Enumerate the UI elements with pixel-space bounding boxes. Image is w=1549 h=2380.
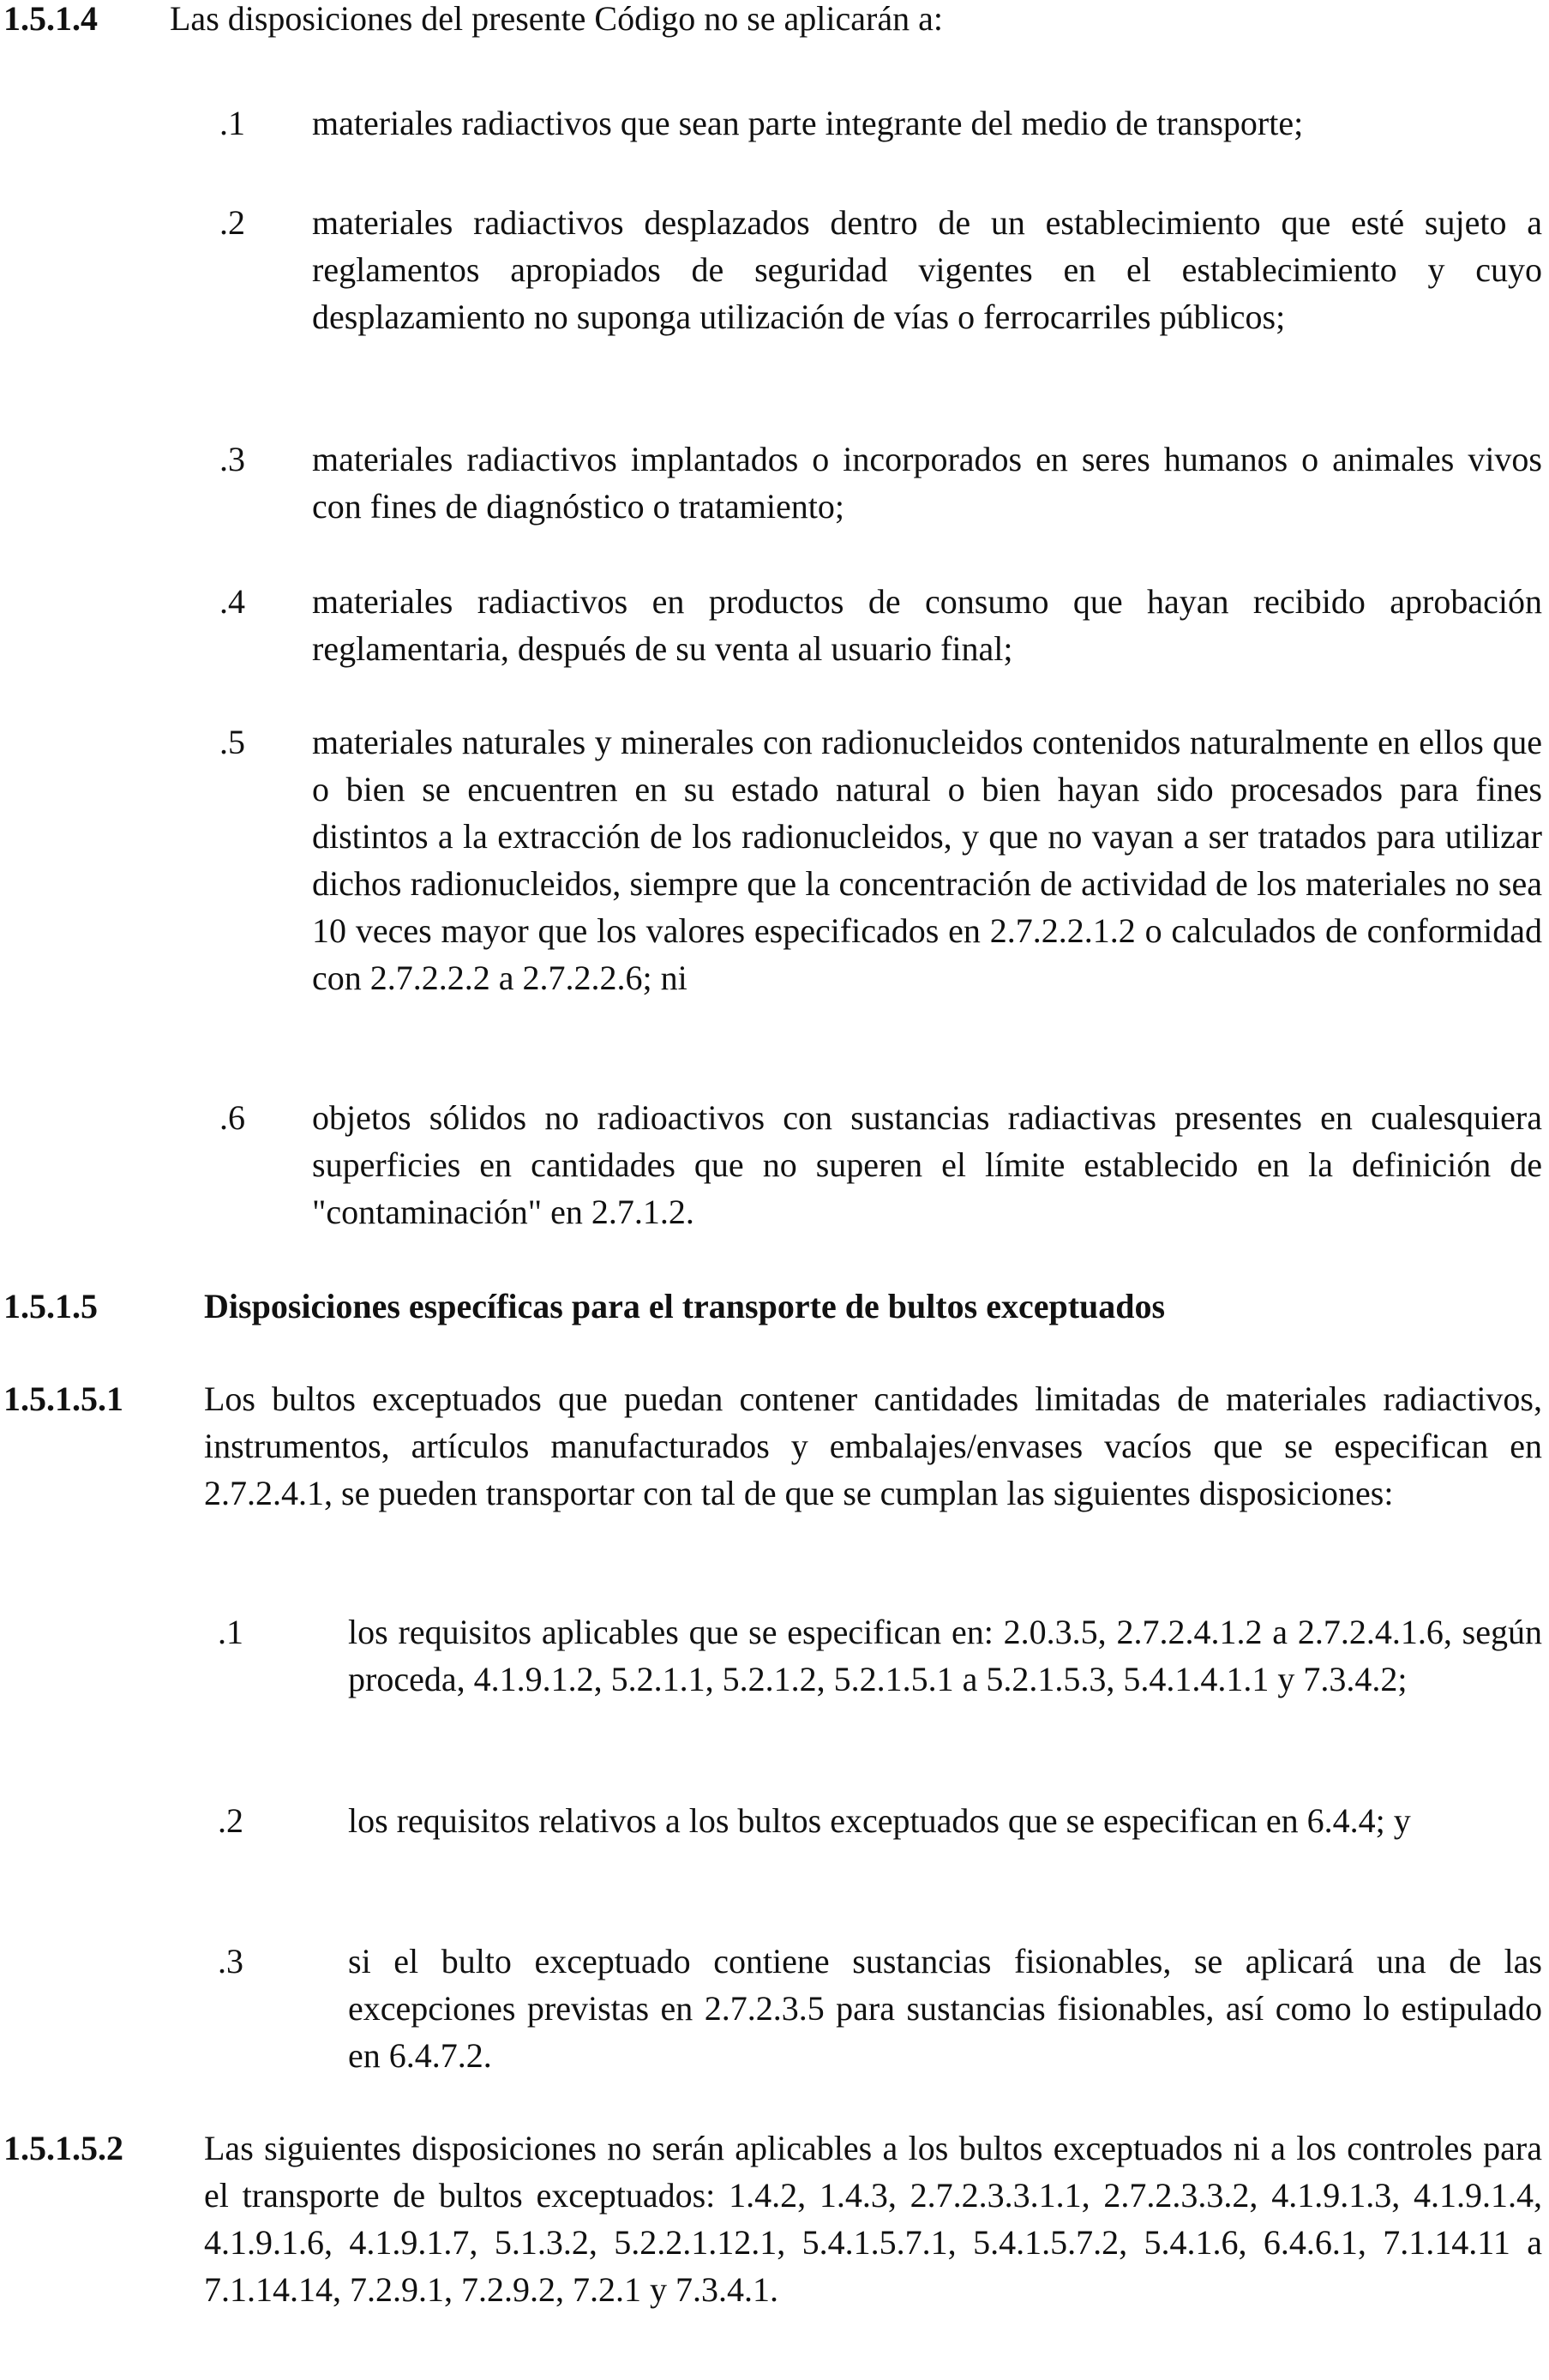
list-item-text: objetos sólidos no radioactivos con sustancias radiactivas presentes en cualesquiera superficies en cantidades que no superen el límite establecido en la definición de "contaminación" en 2.7.1.2. (312, 1098, 1542, 1231)
list-label: .6 (219, 1098, 245, 1137)
section-intro-1-5-1-4: Las disposiciones del presente Código no se aplicarán a: (170, 0, 943, 38)
list-label: .4 (219, 582, 245, 621)
list-label: .1 (218, 1613, 243, 1651)
section-title-1-5-1-5: Disposiciones específicas para el transporte de bultos exceptuados (204, 1287, 1166, 1325)
list-item-text: materiales radiactivos desplazados dentro de un establecimiento que esté sujeto a reglamentos apropiados de seguridad vigentes en el establecimiento y cuyo desplazamiento no suponga utilización de vías o ferrocarriles públicos; (312, 203, 1542, 336)
list-item-text: materiales radiactivos que sean parte integrante del medio de transporte; (312, 104, 1304, 142)
list-label: .3 (219, 440, 245, 478)
section-number-1-5-1-5-1: 1.5.1.5.1 (3, 1379, 123, 1418)
list-item-text: los requisitos relativos a los bultos exceptuados que se especifican en 6.4.4; y (348, 1801, 1411, 1840)
list-label: .5 (219, 723, 245, 761)
list-item-text: los requisitos aplicables que se especifican en: 2.0.3.5, 2.7.2.4.1.2 a 2.7.2.4.1.6, según proceda, 4.1.9.1.2, 5.2.1.1, 5.2.1.2, 5.2.1.5.1 a 5.2.1.5.3, 5.4.1.4.1.1 y 7.3.4.2; (348, 1613, 1542, 1698)
section-body-1-5-1-5-1: Los bultos exceptuados que puedan contener cantidades limitadas de materiales radiactivos, instrumentos, artículos manufacturados y embalajes/envases vacíos que se especifican en 2.7.2.4.1, se pueden transportar con tal de que se cumplan las siguientes disposiciones: (204, 1379, 1542, 1512)
list-label: .2 (219, 203, 245, 242)
section-number-1-5-1-4: 1.5.1.4 (3, 0, 98, 38)
section-number-1-5-1-5-2: 1.5.1.5.2 (3, 2129, 123, 2167)
section-number-1-5-1-5: 1.5.1.5 (3, 1287, 98, 1325)
list-item-text: si el bulto exceptuado contiene sustancias fisionables, se aplicará una de las excepciones previstas en 2.7.2.3.5 para sustancias fisionables, así como lo estipulado en 6.4.7.2. (348, 1942, 1542, 2075)
list-label: .2 (218, 1801, 243, 1840)
list-item-text: materiales naturales y minerales con radionucleidos contenidos naturalmente en ellos que o bien se encuentren en su estado natural o bien hayan sido procesados para fines distintos a la extracción de los radionucleidos, y que no vayan a ser tratados para utilizar dichos radionucleidos, siempre que la concentración de actividad de los materiales no sea 10 veces mayor que los valores especificados en 2.7.2.2.1.2 o calculados de conformidad con 2.7.2.2.2 a 2.7.2.2.6; ni (312, 723, 1542, 997)
list-item-text: materiales radiactivos implantados o incorporados en seres humanos o animales vivos con fines de diagnóstico o tratamiento; (312, 440, 1542, 526)
list-label: .3 (218, 1942, 243, 1980)
list-item-text: materiales radiactivos en productos de consumo que hayan recibido aprobación reglamentaria, después de su venta al usuario final; (312, 582, 1542, 668)
section-body-1-5-1-5-2: Las siguientes disposiciones no serán aplicables a los bultos exceptuados ni a los controles para el transporte de bultos exceptuados: 1.4.2, 1.4.3, 2.7.2.3.3.1.1, 2.7.2.3.3.2, 4.1.9.1.3, 4.1.9.1.4, 4.1.9.1.6, 4.1.9.1.7, 5.1.3.2, 5.2.2.1.12.1, 5.4.1.5.7.1, 5.4.1.5.7.2, 5.4.1.6, 6.4.6.1, 7.1.14.11 a 7.1.14.14, 7.2.9.1, 7.2.9.2, 7.2.1 y 7.3.4.1. (204, 2129, 1542, 2309)
list-label: .1 (219, 104, 245, 142)
